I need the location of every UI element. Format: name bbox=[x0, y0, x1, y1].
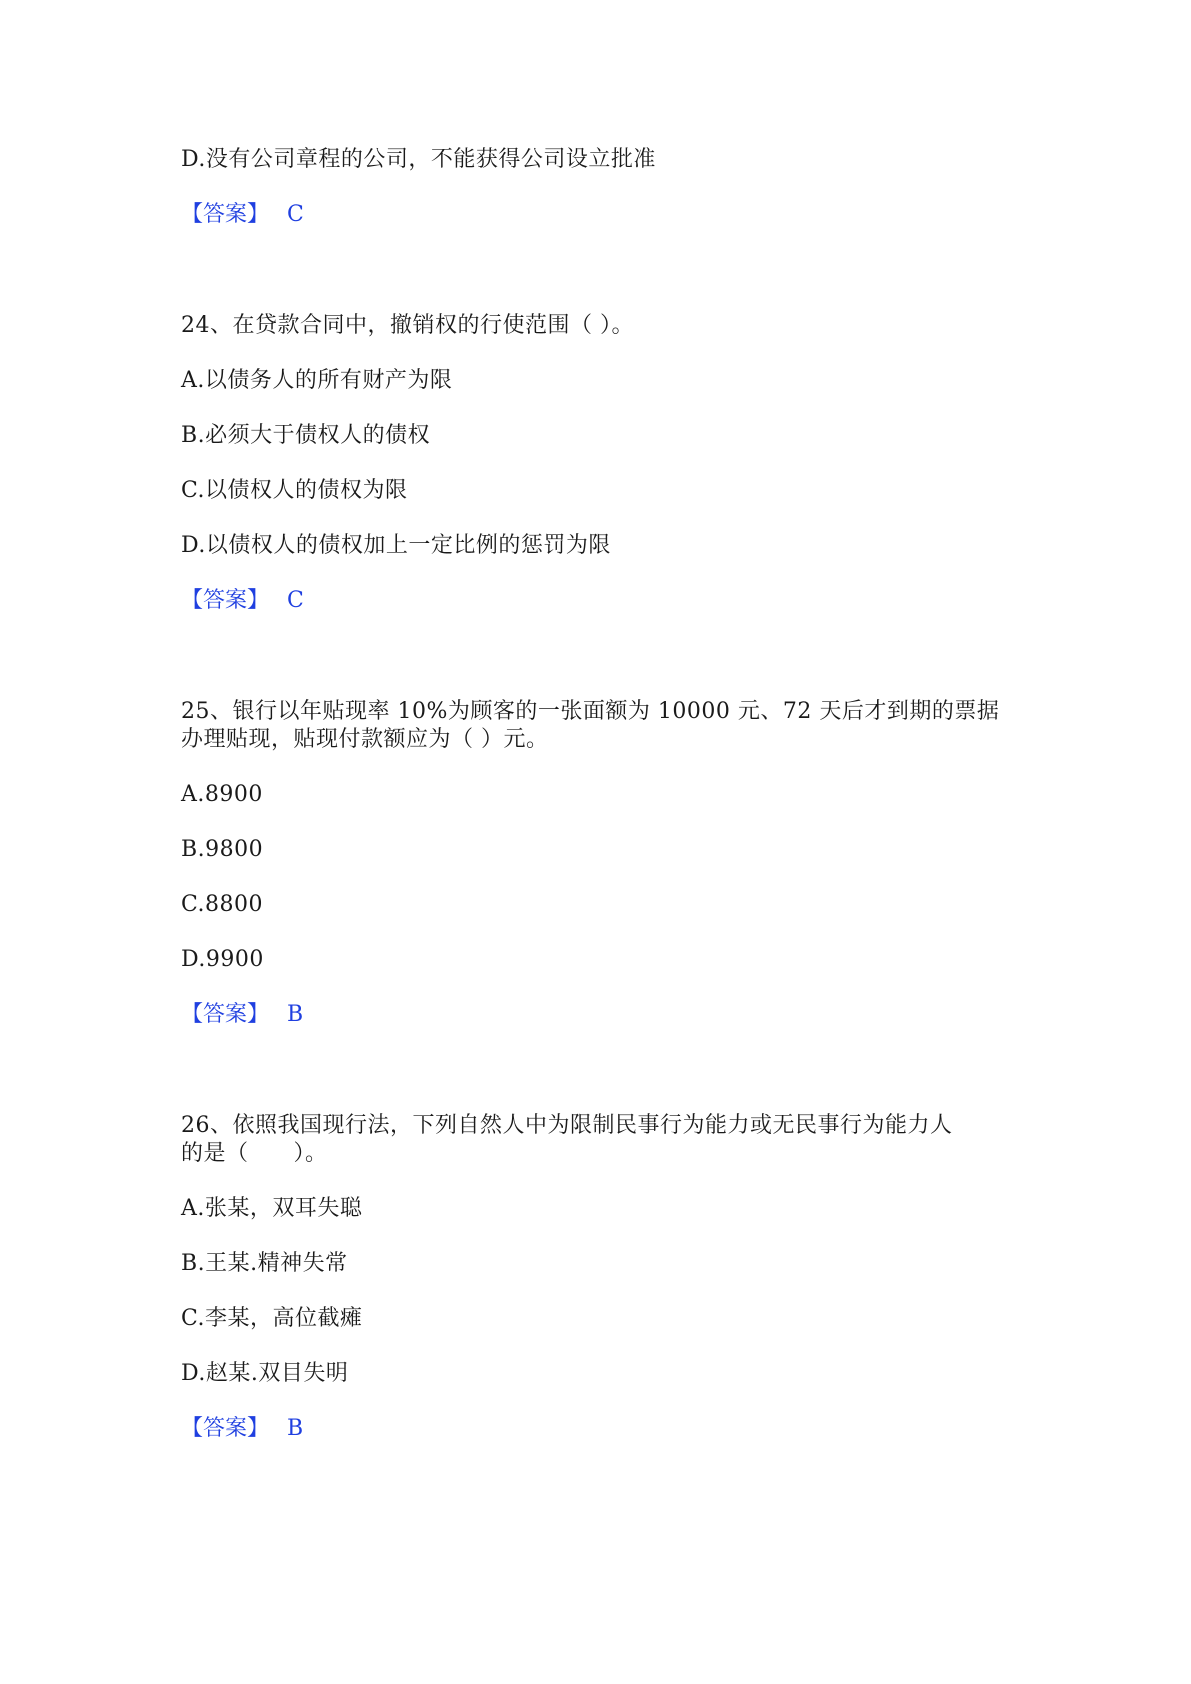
q26-stem-line1: 26、依照我国现行法，下列自然人中为限制民事行为能力或无民事行为能力人 bbox=[181, 1113, 953, 1138]
q24-option-a: A.以债务人的所有财产为限 bbox=[181, 368, 453, 393]
q26-option-b: B.王某.精神失常 bbox=[181, 1251, 348, 1276]
q24-option-d: D.以债权人的债权加上一定比例的惩罚为限 bbox=[181, 533, 611, 558]
answer-value: B bbox=[287, 1416, 304, 1441]
q25-option-c: C.8800 bbox=[181, 892, 264, 917]
q25-option-b: B.9800 bbox=[181, 837, 264, 862]
answer-value: B bbox=[287, 1002, 304, 1027]
q26-stem-line2: 的是（ ）。 bbox=[181, 1141, 328, 1166]
q26-option-d: D.赵某.双目失明 bbox=[181, 1361, 349, 1386]
q24-option-c: C.以债权人的债权为限 bbox=[181, 478, 408, 503]
q23-answer bbox=[181, 200, 304, 230]
q25-stem-line2: 办理贴现，贴现付款额应为（ ）元。 bbox=[181, 727, 549, 752]
q26-answer bbox=[181, 1414, 303, 1444]
q24-stem: 24、在贷款合同中，撤销权的行使范围（ ）。 bbox=[181, 313, 634, 338]
q24-answer bbox=[181, 586, 304, 616]
answer-tag: 【答案】 bbox=[181, 202, 270, 227]
q25-option-d: D.9900 bbox=[181, 947, 264, 972]
answer-tag: 【答案】 bbox=[181, 1416, 270, 1441]
q26-option-a: A.张某，双耳失聪 bbox=[181, 1196, 363, 1221]
q25-option-a: A.8900 bbox=[181, 782, 263, 807]
q24-option-b: B.必须大于债权人的债权 bbox=[181, 423, 431, 448]
q25-answer bbox=[181, 1000, 303, 1030]
answer-tag: 【答案】 bbox=[181, 588, 270, 613]
answer-value: C bbox=[287, 588, 304, 613]
answer-value: C bbox=[287, 202, 304, 227]
q25-stem-line1: 25、银行以年贴现率 10%为顾客的一张面额为 10000 元、72 天后才到期的票据 bbox=[181, 699, 1000, 724]
answer-tag: 【答案】 bbox=[181, 1002, 270, 1027]
q23-option-d: D.没有公司章程的公司，不能获得公司设立批准 bbox=[181, 147, 656, 172]
q26-option-c: C.李某，高位截瘫 bbox=[181, 1306, 363, 1331]
